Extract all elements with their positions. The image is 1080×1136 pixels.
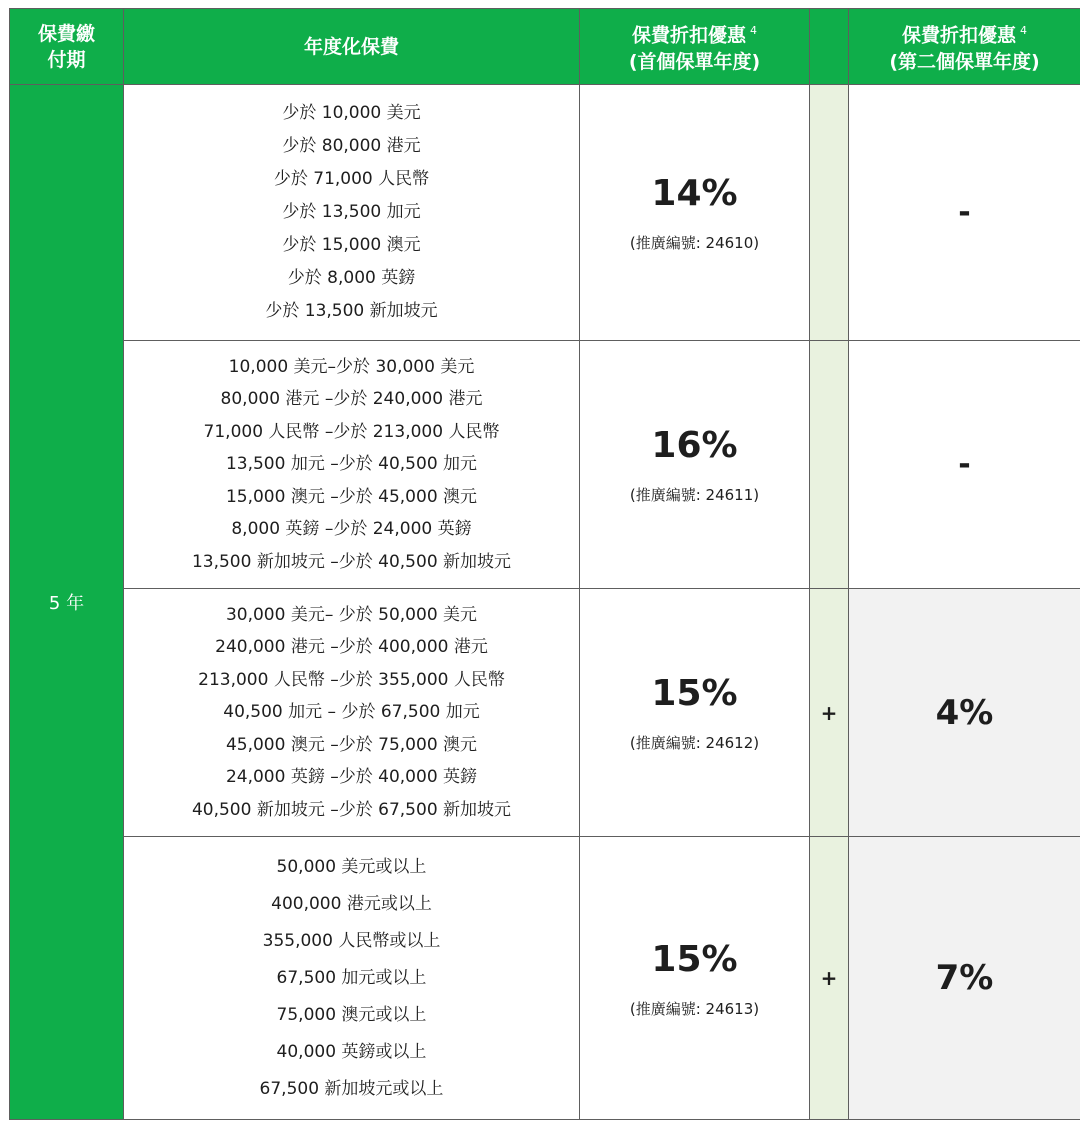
first-year-discount: 14% — [651, 173, 738, 214]
promo-code: (推廣編號: 24612) — [629, 734, 760, 752]
first-year-discount: 16% — [651, 425, 738, 466]
band-line: 少於 71,000 人民幣 — [273, 169, 430, 189]
band-line: 8,000 英鎊 –少於 24,000 英鎊 — [231, 519, 472, 540]
header-second-year-sub: (第二個保單年度) — [889, 50, 1040, 73]
band-line: 355,000 人民幣或以上 — [262, 930, 441, 951]
band-line: 13,500 新加坡元 –少於 40,500 新加坡元 — [191, 551, 512, 572]
promo-code: (推廣編號: 24610) — [629, 234, 760, 252]
promo-code: (推廣編號: 24613) — [629, 999, 760, 1018]
header-premium — [124, 9, 580, 85]
band-line: 少於 80,000 港元 — [282, 136, 421, 156]
promo-code: (推廣編號: 24611) — [629, 486, 760, 504]
band-line: 10,000 美元–少於 30,000 美元 — [228, 356, 475, 377]
plus-cell — [810, 837, 849, 1120]
first-year-discount-cell — [580, 837, 810, 1120]
premium-band-cell — [124, 837, 580, 1120]
table-row — [10, 589, 1080, 837]
premium-discount-table — [9, 8, 1080, 1120]
band-line: 240,000 港元 –少於 400,000 港元 — [215, 637, 488, 658]
band-line: 少於 13,500 加元 — [282, 202, 421, 222]
header-first-year-sub: (首個保單年度) — [628, 50, 761, 73]
second-year-discount: 4% — [935, 692, 994, 733]
band-line: 40,000 英鎊或以上 — [276, 1041, 427, 1062]
header-first-year-discount — [580, 9, 810, 85]
header-row — [10, 9, 1080, 85]
band-line: 24,000 英鎊 –少於 40,000 英鎊 — [225, 767, 478, 788]
table-row — [10, 85, 1080, 341]
header-first-year-label: 保費折扣優惠 — [631, 24, 746, 47]
band-line: 45,000 澳元 –少於 75,000 澳元 — [225, 734, 478, 755]
footnote-marker: 4 — [1020, 24, 1027, 38]
band-line: 400,000 港元或以上 — [271, 893, 432, 914]
payment-term: 5 年 — [48, 593, 85, 614]
band-line: 40,500 加元 – 少於 67,500 加元 — [223, 702, 480, 723]
first-year-discount: 15% — [651, 938, 738, 980]
band-line: 少於 13,500 新加坡元 — [265, 301, 438, 321]
header-second-year-discount — [849, 9, 1080, 85]
header-plus-column — [810, 9, 849, 85]
first-year-discount: 15% — [651, 673, 738, 714]
band-line: 15,000 澳元 –少於 45,000 澳元 — [225, 486, 478, 507]
band-line: 30,000 美元– 少於 50,000 美元 — [225, 604, 478, 625]
plus-cell — [810, 85, 849, 341]
plus-cell — [810, 341, 849, 589]
second-year-discount: - — [958, 195, 971, 230]
premium-band-cell — [124, 85, 580, 341]
header-term-label: 保費繳 付期 — [37, 22, 95, 71]
header-premium-label: 年度化保費 — [303, 35, 399, 58]
band-line: 67,500 加元或以上 — [276, 967, 427, 988]
table-row — [10, 341, 1080, 589]
first-year-discount-cell — [580, 341, 810, 589]
band-line: 67,500 新加坡元或以上 — [259, 1078, 444, 1099]
plus-cell — [810, 589, 849, 837]
band-line: 71,000 人民幣 –少於 213,000 人民幣 — [203, 421, 500, 442]
second-year-discount: - — [958, 447, 971, 482]
band-line: 少於 15,000 澳元 — [282, 235, 421, 255]
band-line: 少於 8,000 英鎊 — [287, 268, 416, 288]
premium-band-cell — [124, 341, 580, 589]
premium-band-cell — [124, 589, 580, 837]
footnote-marker: 4 — [750, 24, 757, 38]
band-line: 13,500 加元 –少於 40,500 加元 — [225, 454, 478, 475]
band-line: 75,000 澳元或以上 — [276, 1004, 427, 1025]
header-second-year-label: 保費折扣優惠 — [901, 24, 1016, 47]
plus-sign: + — [820, 966, 838, 990]
band-line: 213,000 人民幣 –少於 355,000 人民幣 — [198, 669, 505, 690]
first-year-discount-cell — [580, 589, 810, 837]
table-row — [10, 837, 1080, 1120]
header-term — [10, 9, 124, 85]
band-line: 50,000 美元或以上 — [276, 856, 427, 877]
band-line: 40,500 新加坡元 –少於 67,500 新加坡元 — [191, 799, 512, 820]
second-year-discount-cell — [849, 341, 1080, 589]
first-year-discount-cell — [580, 85, 810, 341]
plus-sign: + — [820, 700, 838, 725]
payment-term-cell — [10, 85, 124, 1120]
second-year-discount: 7% — [935, 958, 994, 998]
band-line: 少於 10,000 美元 — [282, 103, 421, 123]
second-year-discount-cell — [849, 85, 1080, 341]
second-year-discount-cell — [849, 589, 1080, 837]
second-year-discount-cell — [849, 837, 1080, 1120]
band-line: 80,000 港元 –少於 240,000 港元 — [220, 389, 483, 410]
